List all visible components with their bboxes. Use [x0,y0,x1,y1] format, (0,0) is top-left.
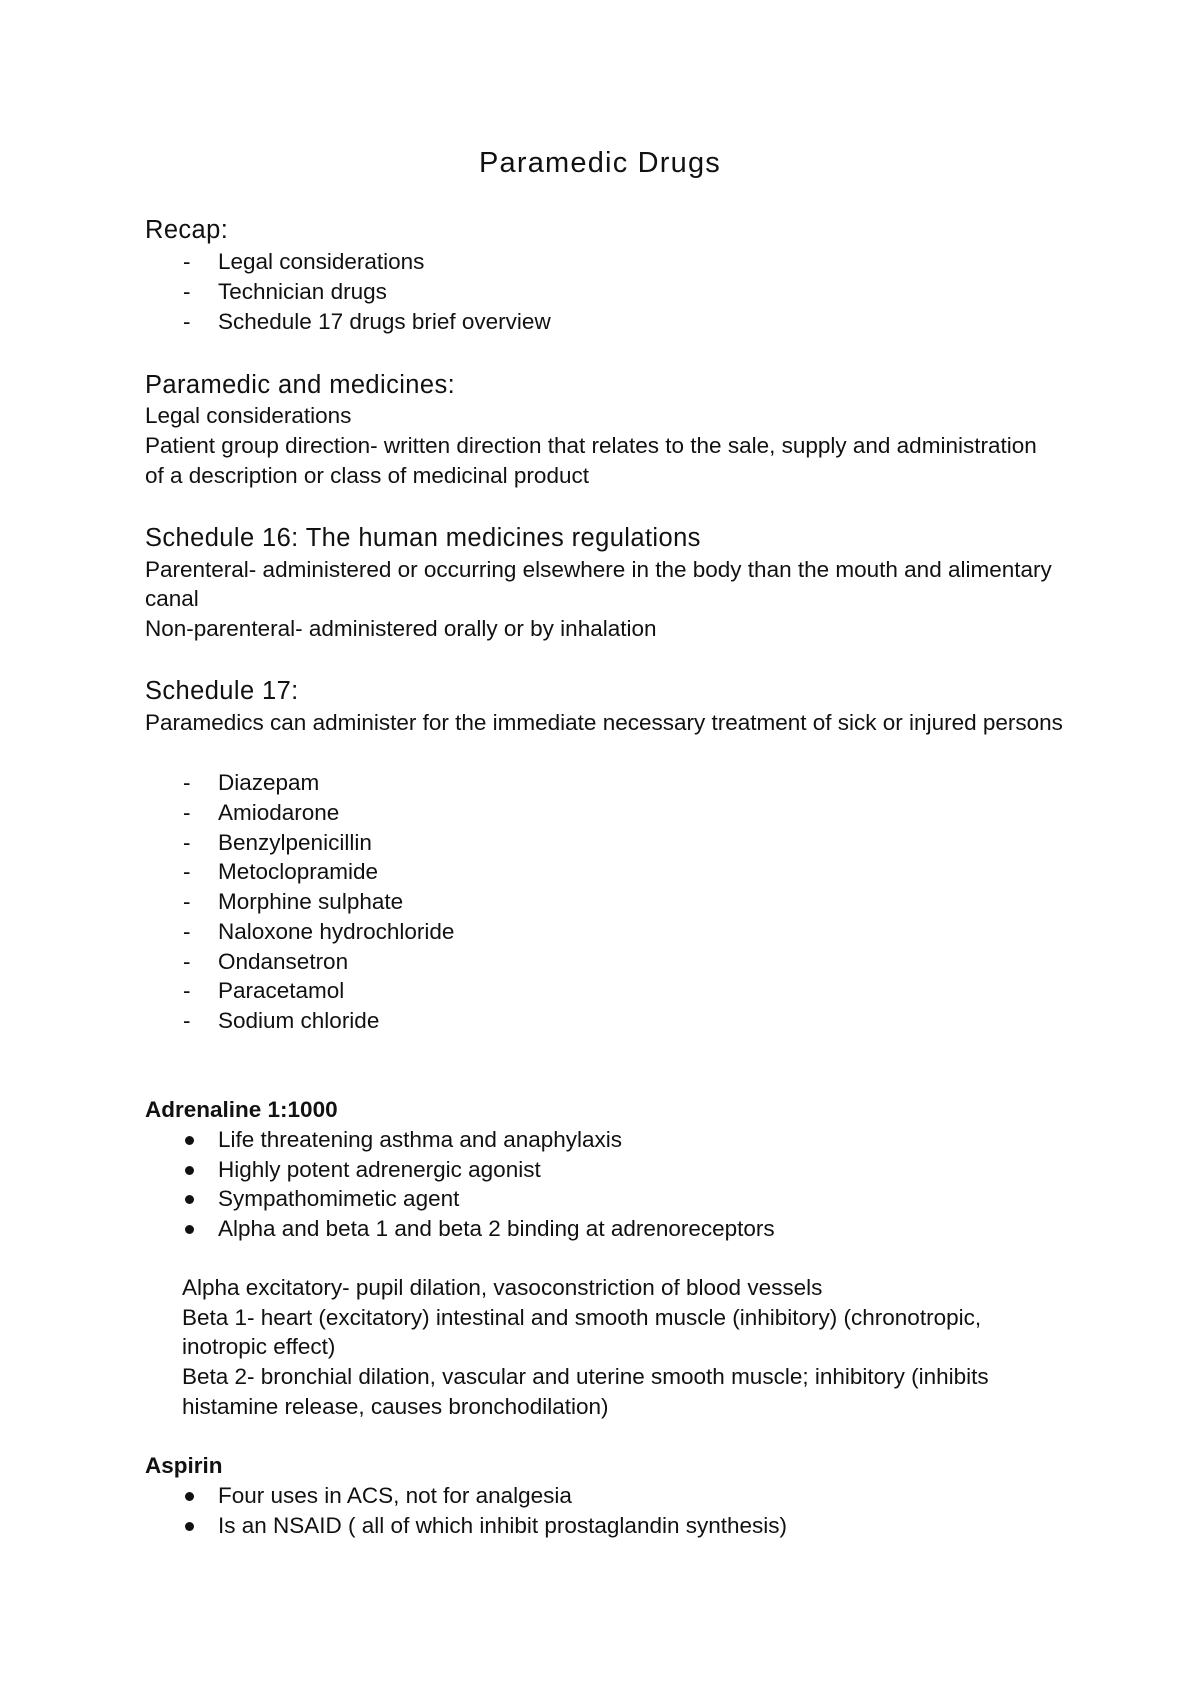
schedule16-line: Non-parenteral- administered orally or by inhalation [145,616,657,641]
drug-name: Sodium chloride [218,1008,380,1033]
drug-name: Ondansetron [218,949,349,974]
bullet-marker [185,1522,194,1531]
drug-name: Benzylpenicillin [218,830,372,855]
document-title: Paramedic Drugs [478,147,722,179]
bullet-text: Alpha and beta 1 and beta 2 binding at adrenoreceptors [218,1216,775,1241]
bullet-marker [185,1195,194,1204]
dash-marker: - [183,279,191,304]
dash-marker: - [183,249,191,274]
medicines-heading: Paramedic and medicines: [145,371,456,399]
adrenaline-note: Beta 2- bronchial dilation, vascular and uterine smooth muscle; inhibitory (inhibits [182,1364,989,1389]
medicines-line: Patient group direction- written direction that relates to the sale, supply and administration [145,433,1037,458]
dash-marker: - [183,800,191,825]
drug-name: Diazepam [218,770,320,795]
aspirin-heading: Aspirin [145,1453,223,1478]
adrenaline-note: inotropic effect) [182,1334,336,1359]
drug-name: Naloxone hydrochloride [218,919,455,944]
dash-marker: - [183,1008,191,1033]
adrenaline-note: histamine release, causes bronchodilation) [182,1394,609,1419]
recap-item-text: Schedule 17 drugs brief overview [218,309,551,334]
dash-marker: - [183,978,191,1003]
bullet-marker [185,1492,194,1501]
drug-name: Paracetamol [218,978,345,1003]
bullet-marker [185,1225,194,1234]
medicines-line: Legal considerations [145,403,352,428]
bullet-text: Four uses in ACS, not for analgesia [218,1483,572,1508]
adrenaline-note: Alpha excitatory- pupil dilation, vasoconstriction of blood vessels [182,1275,823,1300]
recap-item-text: Technician drugs [218,279,387,304]
schedule16-heading: Schedule 16: The human medicines regulations [145,524,701,552]
medicines-line: of a description or class of medicinal product [145,463,589,488]
bullet-marker [185,1136,194,1145]
bullet-text: Sympathomimetic agent [218,1186,460,1211]
schedule16-line: Parenteral- administered or occurring elsewhere in the body than the mouth and alimentary [145,557,1052,582]
recap-item-text: Legal considerations [218,249,425,274]
bullet-text: Life threatening asthma and anaphylaxis [218,1127,623,1152]
dash-marker: - [183,770,191,795]
schedule17-intro: Paramedics can administer for the immediate necessary treatment of sick or injured persons [145,710,1063,735]
dash-marker: - [183,859,191,884]
bullet-marker [185,1166,194,1175]
drug-name: Morphine sulphate [218,889,404,914]
adrenaline-heading: Adrenaline 1:1000 [145,1097,338,1122]
bullet-text: Is an NSAID ( all of which inhibit prostaglandin synthesis) [218,1513,788,1538]
dash-marker: - [183,309,191,334]
recap-heading: Recap: [145,216,229,244]
adrenaline-note: Beta 1- heart (excitatory) intestinal and smooth muscle (inhibitory) (chronotropic, [182,1305,982,1330]
schedule16-line: canal [145,586,199,611]
dash-marker: - [183,889,191,914]
dash-marker: - [183,830,191,855]
drug-name: Amiodarone [218,800,340,825]
drug-name: Metoclopramide [218,859,379,884]
bullet-text: Highly potent adrenergic agonist [218,1157,541,1182]
dash-marker: - [183,919,191,944]
dash-marker: - [183,949,191,974]
schedule17-heading: Schedule 17: [145,677,299,705]
